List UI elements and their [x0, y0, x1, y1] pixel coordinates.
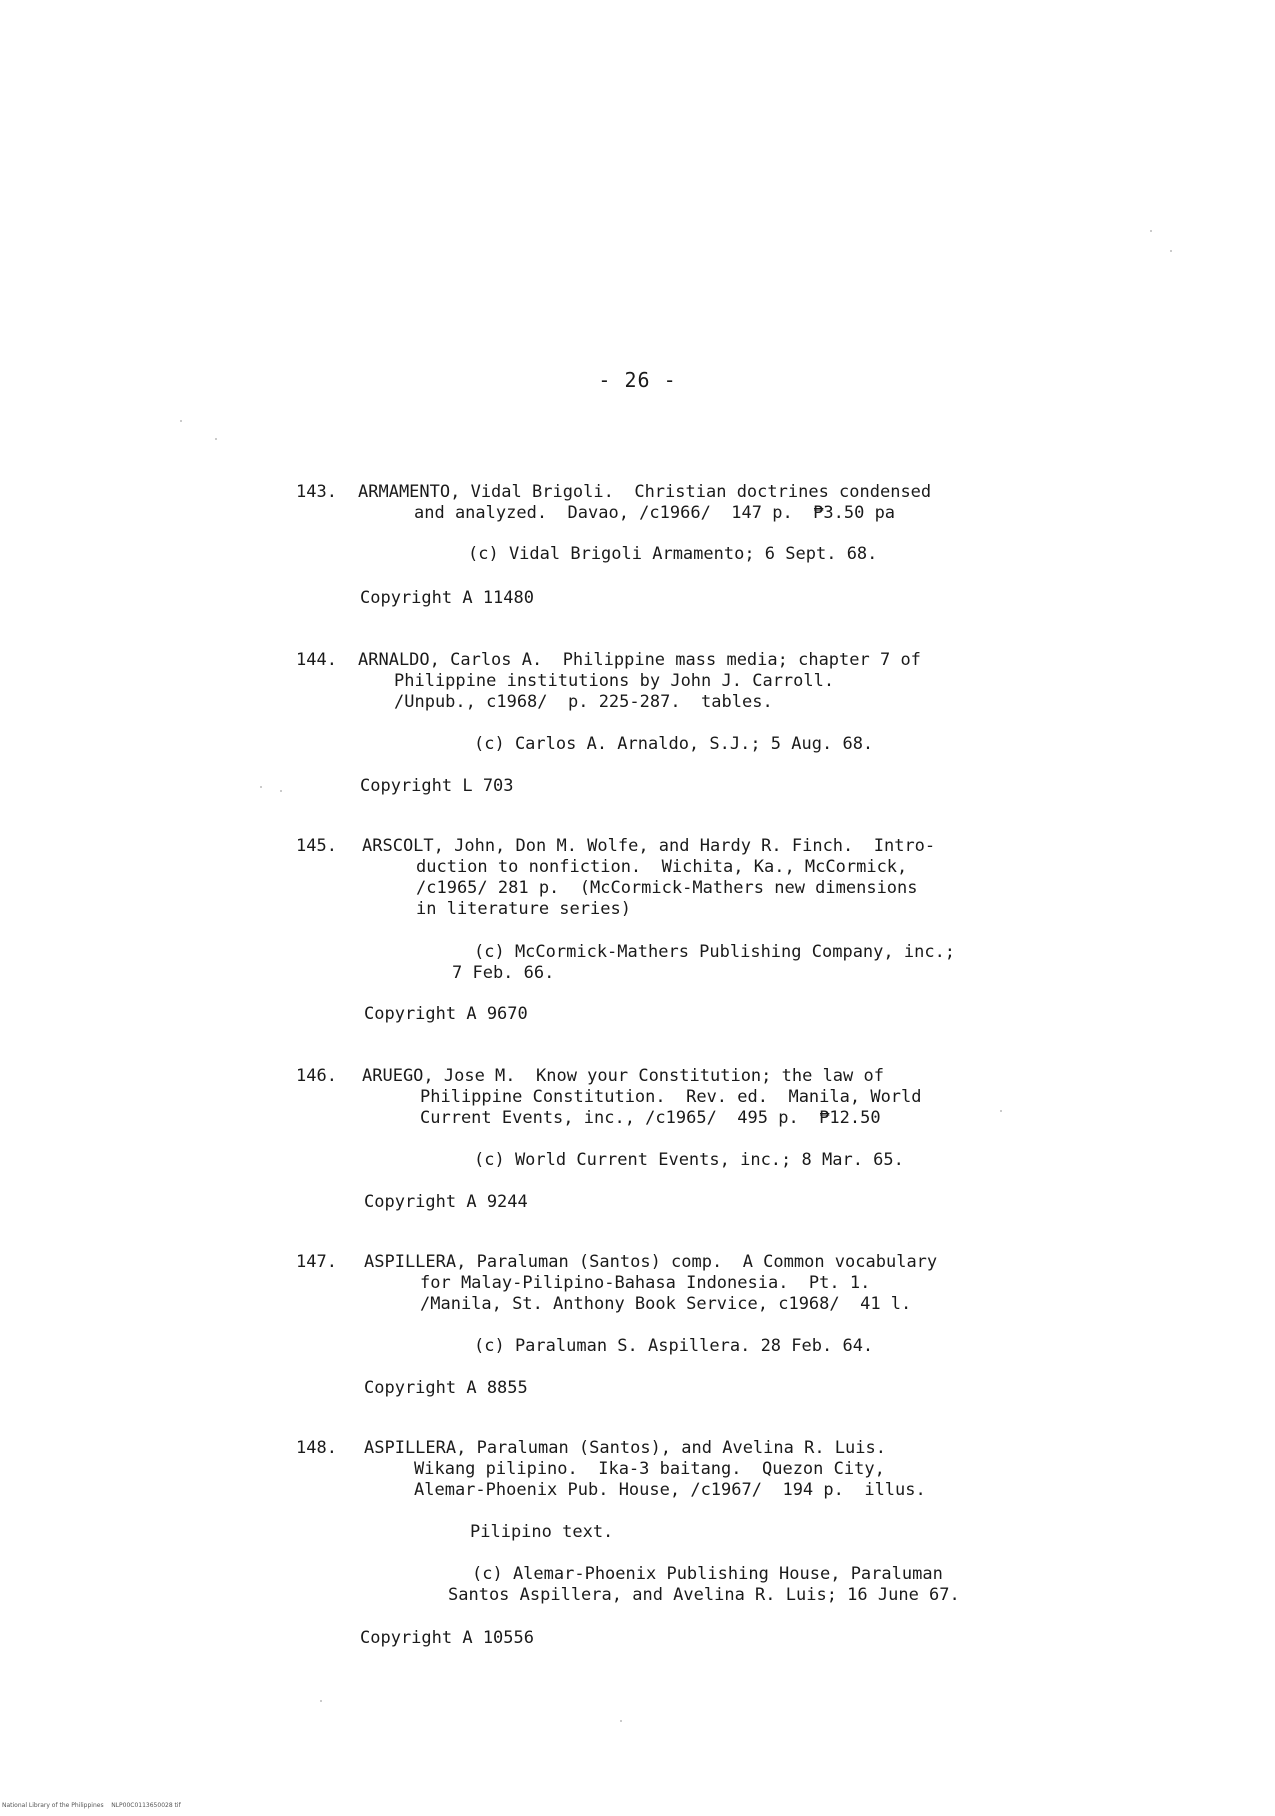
entry-line: ∕Manila, St. Anthony Book Service, c1968∕ 41 l.	[420, 1294, 912, 1314]
copyright-note: (c) Paraluman S. Aspillera. 28 Feb. 64.	[474, 1336, 874, 1356]
entry-line: and analyzed. Davao, ∕c1966∕ 147 p. ₱3.50 pa	[414, 503, 896, 523]
entry-number: 147.	[296, 1252, 337, 1272]
entry-number: 145.	[296, 836, 337, 856]
entry-line: ARUEGO, Jose M. Know your Constitution; the law of	[362, 1066, 884, 1086]
entry-line: ARNALDO, Carlos A. Philippine mass media; chapter 7 of	[358, 650, 921, 670]
copyright-note: (c) Carlos A. Arnaldo, S.J.; 5 Aug. 68.	[474, 734, 874, 754]
copyright-number: Copyright A 9670	[364, 1004, 528, 1024]
copyright-note: Santos Aspillera, and Avelina R. Luis; 16 June 67.	[448, 1585, 960, 1605]
entry-line: ∕Unpub., c1968∕ p. 225-287. tables.	[394, 692, 773, 712]
text-note: Pilipino text.	[470, 1522, 614, 1542]
entry-line: Philippine Constitution. Rev. ed. Manila, World	[420, 1087, 922, 1107]
entry-number: 143.	[296, 482, 337, 502]
entry-line: Alemar-Phoenix Pub. House, ∕c1967∕ 194 p. illus.	[414, 1480, 926, 1500]
copyright-number: Copyright A 11480	[360, 588, 534, 608]
entry-number: 146.	[296, 1066, 337, 1086]
entry-line: duction to nonfiction. Wichita, Ka., McCormick,	[416, 857, 908, 877]
entry-line: in literature series)	[416, 899, 631, 919]
scan-footer: National Library of the Philippines NLP00C0113650028 tif	[2, 1802, 181, 1809]
entry-line: ASPILLERA, Paraluman (Santos), and Avelina R. Luis.	[364, 1438, 886, 1458]
copyright-note: (c) McCormick-Mathers Publishing Company, inc.;	[474, 942, 956, 962]
entry-line: for Malay-Pilipino-Bahasa Indonesia. Pt. 1.	[420, 1273, 871, 1293]
copyright-number: Copyright A 9244	[364, 1192, 528, 1212]
entry-line: ASPILLERA, Paraluman (Santos) comp. A Common vocabulary	[364, 1252, 938, 1272]
copyright-note: 7 Feb. 66.	[452, 963, 555, 983]
entry-line: Wikang pilipino. Ika-3 baitang. Quezon City,	[414, 1459, 885, 1479]
entry-number: 144.	[296, 650, 337, 670]
entry-line: Philippine institutions by John J. Carroll.	[394, 671, 835, 691]
entry-line: ARMAMENTO, Vidal Brigoli. Christian doctrines condensed	[358, 482, 932, 502]
copyright-note: (c) Vidal Brigoli Armamento; 6 Sept. 68.	[468, 544, 878, 564]
copyright-number: Copyright A 10556	[360, 1628, 534, 1648]
entry-line: ∕c1965∕ 281 p. (McCormick-Mathers new dimensions	[416, 878, 918, 898]
copyright-number: Copyright A 8855	[364, 1378, 528, 1398]
copyright-number: Copyright L 703	[360, 776, 514, 796]
copyright-note: (c) Alemar-Phoenix Publishing House, Paraluman	[472, 1564, 943, 1584]
entry-line: Current Events, inc., ∕c1965∕ 495 p. ₱12.50	[420, 1108, 881, 1128]
entry-line: ARSCOLT, John, Don M. Wolfe, and Hardy R. Finch. Intro-	[362, 836, 936, 856]
page-number: - 26 -	[598, 368, 677, 392]
copyright-note: (c) World Current Events, inc.; 8 Mar. 65.	[474, 1150, 904, 1170]
entry-number: 148.	[296, 1438, 337, 1458]
